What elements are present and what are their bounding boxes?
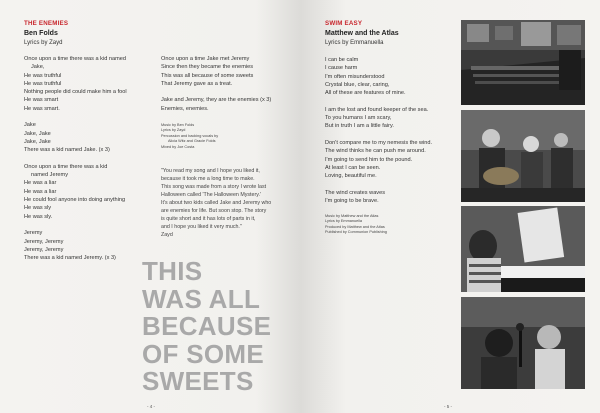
section-title: THE ENEMIES: [24, 20, 69, 27]
text-line: Jeremy: [24, 230, 43, 237]
text-line: Enemies, enemies.: [161, 105, 209, 112]
text-line: It's about two kids called Jake and Jeremy who: [161, 200, 272, 206]
page-number: - 5 -: [444, 404, 453, 409]
text-line: and I hope you liked it very much.": [161, 224, 242, 230]
pull-quote-big-text: [142, 258, 301, 396]
text-line: He was smart.: [24, 105, 60, 112]
text-line: Don't compare me to my nemesis the wind.: [325, 139, 433, 146]
text-line: named Jeremy: [31, 172, 68, 179]
text-line: He was truthful: [24, 80, 62, 87]
text-line: Nothing people did could make him a fool: [24, 89, 127, 96]
text-line: Loving, beautiful me.: [325, 173, 377, 180]
text-line: At least I can be seen.: [325, 164, 381, 171]
text-line: The wind creates waves: [325, 189, 386, 196]
text-line: I'm often misunderstood: [325, 73, 385, 80]
song-credits: [161, 123, 218, 150]
text-line: [24, 155, 127, 163]
text-line: are enemies for life. But soon stop. The story: [161, 208, 267, 214]
text-line: He was sly.: [24, 213, 53, 220]
text-line: "You read my song and I hope you liked it,: [161, 168, 260, 174]
text-line: Once upon a time Jake met Jeremy: [161, 56, 250, 62]
text-line: Alicia Witz and Gracie Folds: [168, 139, 216, 144]
lyrics-credit: Lyrics by Emmanuella: [325, 40, 384, 46]
text-line: Once upon a time there was a kid: [24, 163, 108, 170]
text-line: because it took me a long time to make.: [161, 176, 255, 182]
text-line: THIS: [142, 256, 203, 286]
text-line: Percussion and backing vocals by: [161, 133, 219, 138]
text-line: That Jeremy gave as a treat.: [161, 80, 233, 87]
lyrics-column: [325, 56, 432, 205]
text-line: Produced by Matthew and the Atlas: [325, 224, 385, 229]
song-title: Matthew and the Atlas: [325, 30, 399, 37]
lyrics-credit: Lyrics by Zayd: [24, 40, 63, 46]
text-line: Jake, Jake: [24, 130, 51, 137]
text-line: Music by Matthew and the Atlas: [325, 214, 379, 218]
text-line: To you humans I am scary,: [325, 115, 392, 122]
text-line: He was sly: [24, 205, 52, 212]
text-line: There was a kid named Jake. (x 3): [24, 147, 110, 154]
studio-mixing-desk-photo: [461, 20, 585, 105]
text-line: I can be calm: [325, 57, 359, 63]
page-number: - 4 -: [147, 404, 156, 409]
text-line: [24, 221, 127, 229]
text-line: is quite short and it has lots of parts in it,: [161, 216, 256, 222]
text-line: [325, 180, 432, 188]
text-line: The wind thinks he can push me around.: [325, 148, 426, 155]
text-line: He was a liar: [24, 180, 57, 187]
text-line: [325, 131, 432, 139]
text-line: He was smart: [24, 97, 59, 104]
text-line: WAS ALL: [142, 283, 261, 314]
text-line: I am the lost and found keeper of the sea.: [325, 106, 429, 113]
text-line: I'm going to send him to the pound.: [325, 156, 413, 163]
text-line: Mixed by Joe Costa: [161, 144, 195, 149]
text-line: Crystal blue, clear, caring,: [325, 81, 390, 88]
text-line: Jake, Jake: [24, 138, 51, 145]
text-line: Jeremy, Jeremy: [24, 238, 64, 245]
text-line: Jake: [24, 122, 36, 129]
text-line: Halloween called 'The Halloween Mystery.': [161, 192, 261, 198]
text-line: I'm going to be brave.: [325, 198, 379, 205]
singers-at-microphone-photo: [461, 297, 585, 389]
text-line: Once upon a time there was a kid named: [24, 56, 126, 62]
text-line: This song was made from a story I wrote last: [161, 184, 267, 190]
text-line: But in truth I am a little fairy.: [325, 123, 394, 130]
text-line: Zayd: [161, 232, 173, 238]
text-line: Lyrics by Emmanuella: [325, 219, 362, 224]
text-line: Published by Communion Publishing: [325, 230, 387, 235]
text-line: All of these are features of mine.: [325, 90, 406, 97]
text-line: He was a liar: [24, 188, 57, 195]
text-line: Lyrics by Zayd: [161, 128, 186, 133]
text-line: Jeremy, Jeremy: [24, 246, 64, 253]
band-recording-photo: [461, 110, 585, 202]
text-line: BECAUSE: [142, 311, 272, 341]
song-title: Ben Folds: [24, 30, 58, 37]
section-title: SWIM EASY: [325, 20, 363, 27]
author-quote: [161, 167, 271, 239]
text-line: Music by Ben Folds: [161, 123, 195, 127]
text-line: Jake and Jeremy, they are the enemies (x 3): [161, 97, 272, 104]
text-line: Jake,: [31, 64, 45, 71]
text-line: He was truthful: [24, 72, 62, 79]
text-line: Since then they became the enemies: [161, 64, 254, 71]
text-line: There was a kid named Jeremy. (x 3): [24, 255, 116, 262]
text-line: This was all because of some sweets: [161, 72, 254, 79]
piano-player-photo: [461, 206, 585, 292]
text-line: [325, 97, 432, 105]
text-line: [24, 113, 127, 121]
text-line: He could fool anyone into doing anything: [24, 197, 126, 204]
right-page: [301, 0, 600, 413]
text-line: SWEETS: [142, 366, 254, 396]
text-line: [161, 88, 271, 96]
text-line: OF SOME: [142, 338, 264, 369]
lyrics-column-1: [24, 55, 127, 262]
text-line: I cause harm: [325, 65, 358, 72]
song-credits: [325, 214, 387, 236]
lyrics-column-2: [161, 55, 271, 113]
